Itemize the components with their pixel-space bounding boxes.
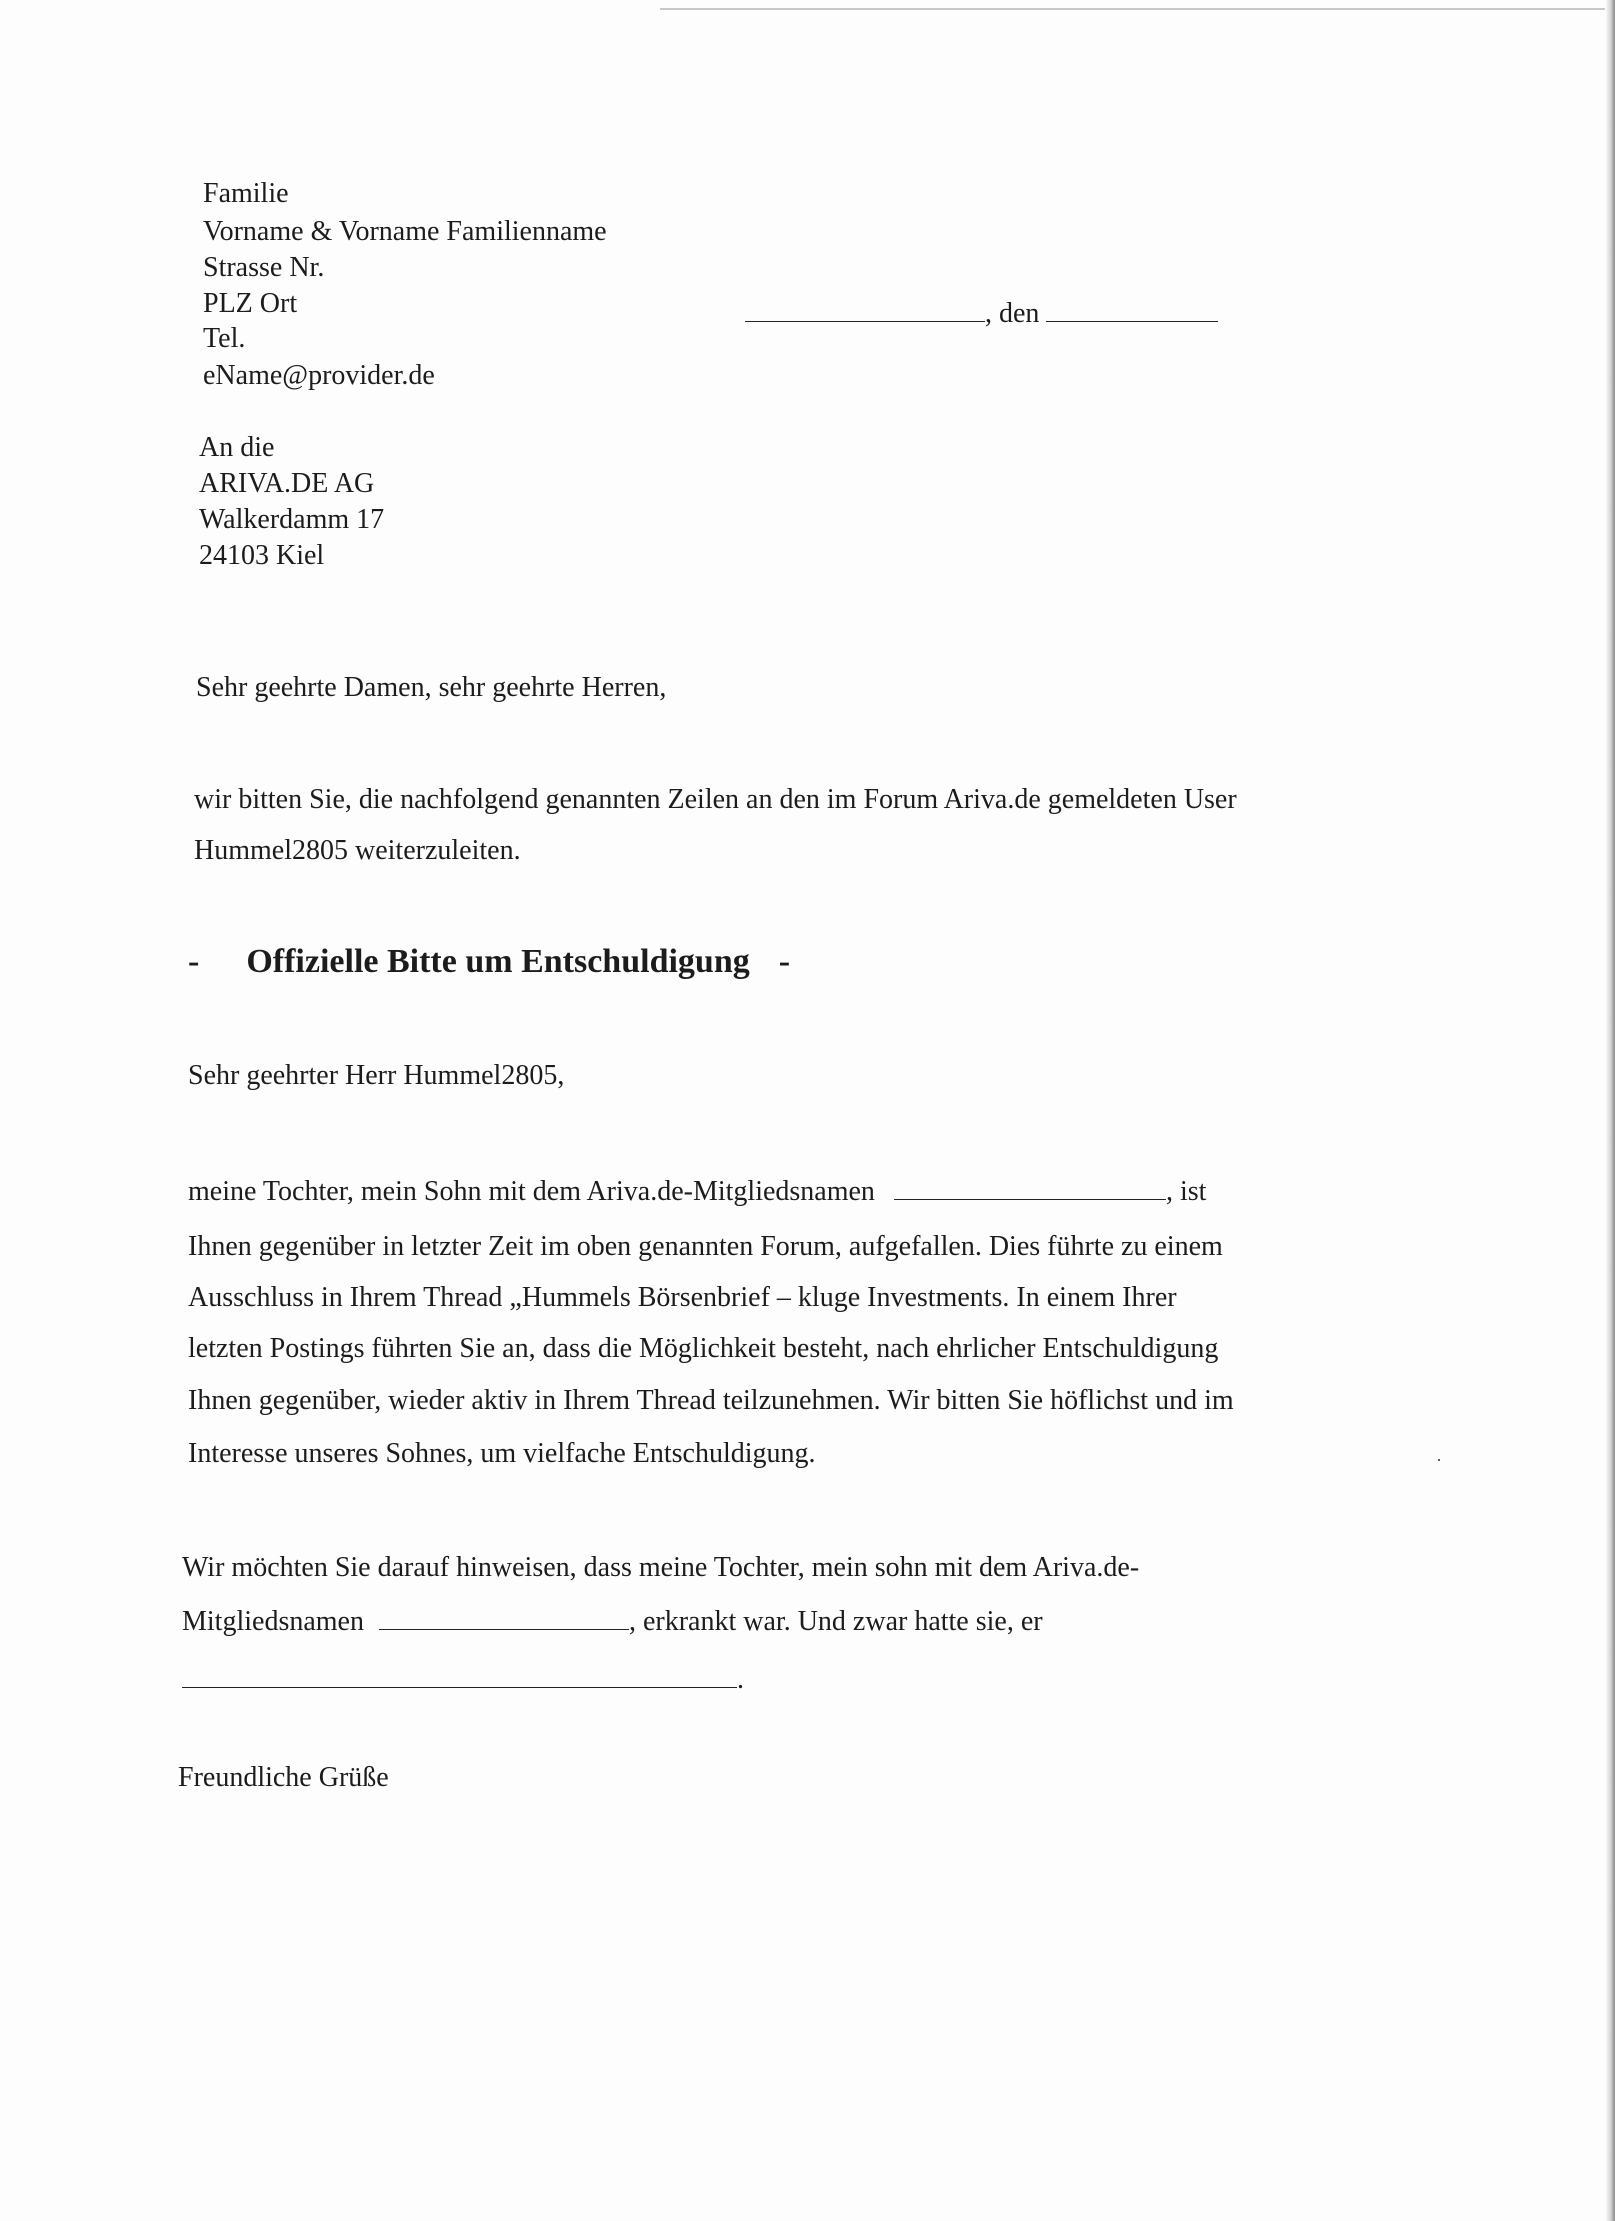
salutation-company: Sehr geehrte Damen, sehr geehrte Herren, bbox=[196, 672, 667, 703]
body1-line-4: letzten Postings führten Sie an, dass die Möglichkeit besteht, nach ehrlicher Entschuldigung bbox=[188, 1333, 1219, 1364]
heading-title: Offizielle Bitte um Entschuldigung bbox=[246, 943, 750, 980]
body2-line-2-end: , erkrankt war. Und zwar hatte sie, er bbox=[628, 1606, 1043, 1637]
recipient-line-4: 24103 Kiel bbox=[199, 540, 325, 571]
letter-heading bbox=[188, 942, 790, 982]
recipient-line-2: ARIVA.DE AG bbox=[199, 468, 375, 499]
heading-dash-left: - bbox=[188, 943, 200, 980]
body1-line-1-text: meine Tochter, mein Sohn mit dem Ariva.de-Mitgliedsnamen bbox=[188, 1176, 875, 1207]
scan-edge-top bbox=[660, 8, 1615, 10]
sender-line-5: Tel. bbox=[203, 323, 246, 354]
body1-line-3: Ausschluss in Ihrem Thread „Hummels Börsenbrief – kluge Investments. In einem Ihrer bbox=[188, 1282, 1177, 1313]
scan-edge-right bbox=[1605, 0, 1615, 2221]
date-blank bbox=[1046, 299, 1218, 322]
sender-email: eName@provider.de bbox=[203, 360, 435, 391]
sender-line-4: PLZ Ort bbox=[203, 288, 298, 319]
body1-line-6: Interesse unseres Sohnes, um vielfache Entschuldigung. bbox=[188, 1438, 816, 1469]
place-date-line bbox=[745, 296, 1218, 332]
body2-line-3 bbox=[182, 1662, 744, 1698]
illness-blank bbox=[182, 1665, 737, 1688]
member-name-blank-2 bbox=[379, 1607, 629, 1630]
scan-speck: · bbox=[1436, 1450, 1442, 1470]
recipient-line-1: An die bbox=[199, 432, 275, 463]
closing: Freundliche Grüße bbox=[178, 1762, 389, 1793]
body1-line-1 bbox=[188, 1174, 1206, 1210]
body1-line-1-end: , ist bbox=[1165, 1176, 1207, 1207]
body2-line-2-text: Mitgliedsnamen bbox=[182, 1606, 364, 1637]
body2-line-1: Wir möchten Sie darauf hinweisen, dass meine Tochter, mein sohn mit dem Ariva.de- bbox=[182, 1552, 1140, 1583]
body2-line-2 bbox=[182, 1604, 1043, 1640]
salutation-user: Sehr geehrter Herr Hummel2805, bbox=[188, 1060, 565, 1091]
den-label: , den bbox=[985, 298, 1040, 329]
recipient-line-3: Walkerdamm 17 bbox=[199, 504, 385, 535]
sender-line-1: Familie bbox=[203, 178, 289, 209]
member-name-blank bbox=[894, 1177, 1166, 1200]
sender-line-2: Vorname & Vorname Familienname bbox=[203, 216, 607, 247]
body2-line-3-end: . bbox=[737, 1664, 744, 1695]
body1-line-5: Ihnen gegenüber, wieder aktiv in Ihrem Thread teilzunehmen. Wir bitten Sie höflichst und im bbox=[188, 1385, 1234, 1416]
body1-line-2: Ihnen gegenüber in letzter Zeit im oben genannten Forum, aufgefallen. Dies führte zu einem bbox=[188, 1231, 1223, 1262]
intro-line-2: Hummel2805 weiterzuleiten. bbox=[194, 835, 521, 866]
heading-dash-right: - bbox=[778, 943, 791, 980]
intro-line-1: wir bitten Sie, die nachfolgend genannten Zeilen an den im Forum Ariva.de gemeldeten User bbox=[194, 784, 1237, 815]
place-blank bbox=[745, 299, 985, 322]
sender-line-3: Strasse Nr. bbox=[203, 252, 325, 283]
